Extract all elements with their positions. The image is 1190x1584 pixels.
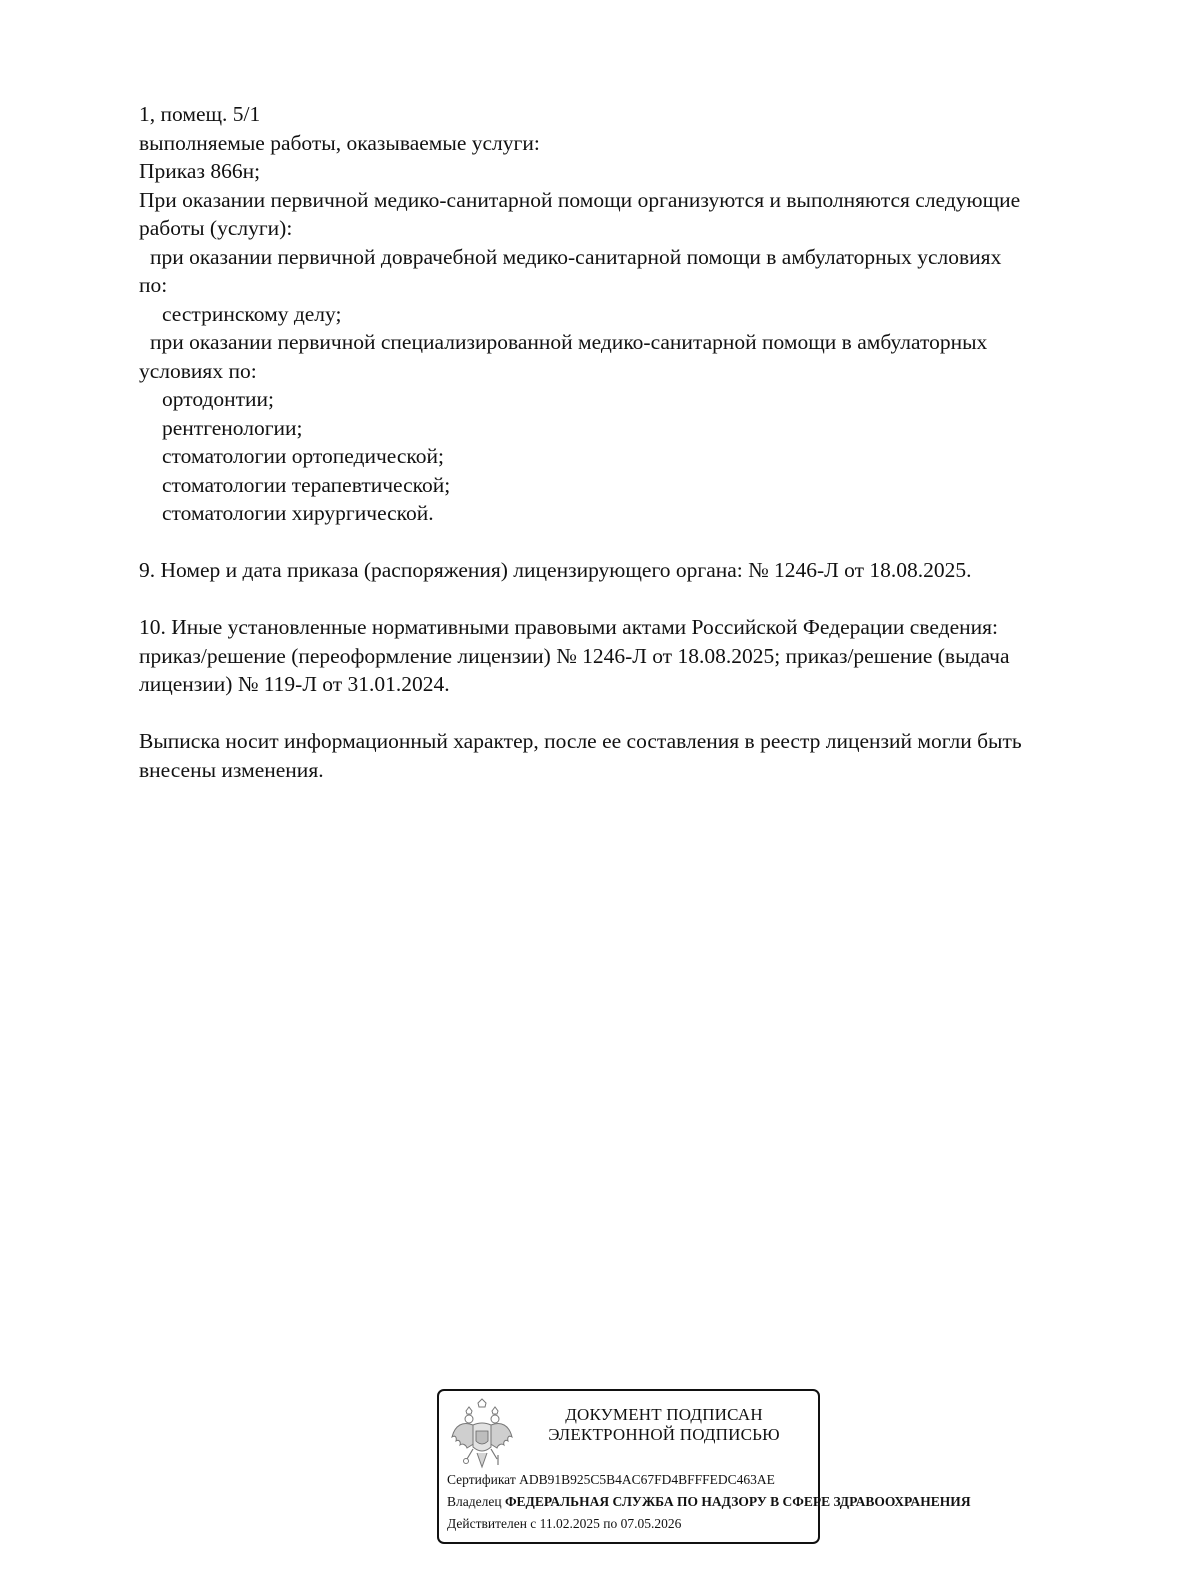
address-line: 1, помещ. 5/1 (139, 102, 261, 126)
owner-row (447, 1491, 971, 1513)
certificate-row (447, 1469, 819, 1491)
electronic-signature-stamp (437, 1389, 971, 1544)
owner-value: ФЕДЕРАЛЬНАЯ СЛУЖБА ПО НАДЗОРУ В СФЕРЕ ЗДРАВООХРАНЕНИЯ (504, 1494, 971, 1509)
valid-to: 07.05.2026 (620, 1516, 682, 1531)
certificate-value: ADB91B925C5B4AC67FD4BFFFEDC463AE (519, 1472, 775, 1487)
valid-from: 11.02.2025 (539, 1516, 600, 1531)
item-10-line-2: приказ/решение (переоформление лицензии) № 1246-Л от 18.08.2025; приказ/решение (выдача (139, 643, 1010, 668)
order-reference: Приказ 866н; (139, 159, 261, 183)
service-item-nursing: сестринскому делу; (162, 301, 342, 326)
stamp-details (447, 1469, 971, 1535)
validity-row (447, 1513, 819, 1535)
disclaimer-line-2: внесены изменения. (139, 757, 324, 782)
specialized-care-line-2: условиях по: (139, 358, 257, 383)
document-body (139, 100, 1114, 784)
double-headed-eagle-emblem-icon (449, 1397, 515, 1475)
item-10-line-3: лицензии) № 119-Л от 31.01.2024. (139, 672, 450, 696)
primary-care-intro-line-2: работы (услуги): (139, 216, 293, 240)
spacer (139, 699, 1114, 728)
item-9-order-number: 9. Номер и дата приказа (распоряжения) лицензирующего органа: № 1246-Л от 18.08.2025. (139, 558, 972, 582)
spacer (139, 585, 1114, 614)
works-services-label: выполняемые работы, оказываемые услуги: (139, 130, 540, 155)
owner-label: Владелец (447, 1494, 502, 1509)
service-item-orthopedic-dentistry: стоматологии ортопедической; (162, 444, 445, 468)
primary-care-intro-line-1: При оказании первичной медико-санитарной помощи организуются и выполняются следующие (139, 187, 1021, 212)
certificate-label: Сертификат (447, 1472, 516, 1487)
item-10-line-1: 10. Иные установленные нормативными правовыми актами Российской Федерации сведения: (139, 615, 998, 639)
stamp-title (529, 1405, 799, 1445)
stamp-title-line-2: ЭЛЕКТРОННОЙ ПОДПИСЬЮ (548, 1425, 780, 1444)
pre-medical-care-line-2: по: (139, 273, 168, 297)
service-item-surgical-dentistry: стоматологии хирургической. (162, 501, 434, 525)
stamp-title-line-1: ДОКУМЕНТ ПОДПИСАН (565, 1405, 763, 1424)
service-item-therapeutic-dentistry: стоматологии терапевтической; (162, 472, 451, 497)
disclaimer-line-1: Выписка носит информационный характер, после ее составления в реестр лицензий могли быть (139, 729, 1022, 753)
service-item-orthodontics: ортодонтии; (162, 387, 275, 411)
service-item-radiology: рентгенологии; (162, 415, 303, 440)
specialized-care-line-1: при оказании первичной специализированной медико-санитарной помощи в амбулаторных (150, 330, 988, 354)
spacer (139, 528, 1114, 557)
valid-label: Действителен с (447, 1516, 537, 1531)
pre-medical-care-line-1: при оказании первичной доврачебной медико-санитарной помощи в амбулаторных условиях (150, 244, 1002, 269)
valid-to-label: по (603, 1516, 618, 1531)
